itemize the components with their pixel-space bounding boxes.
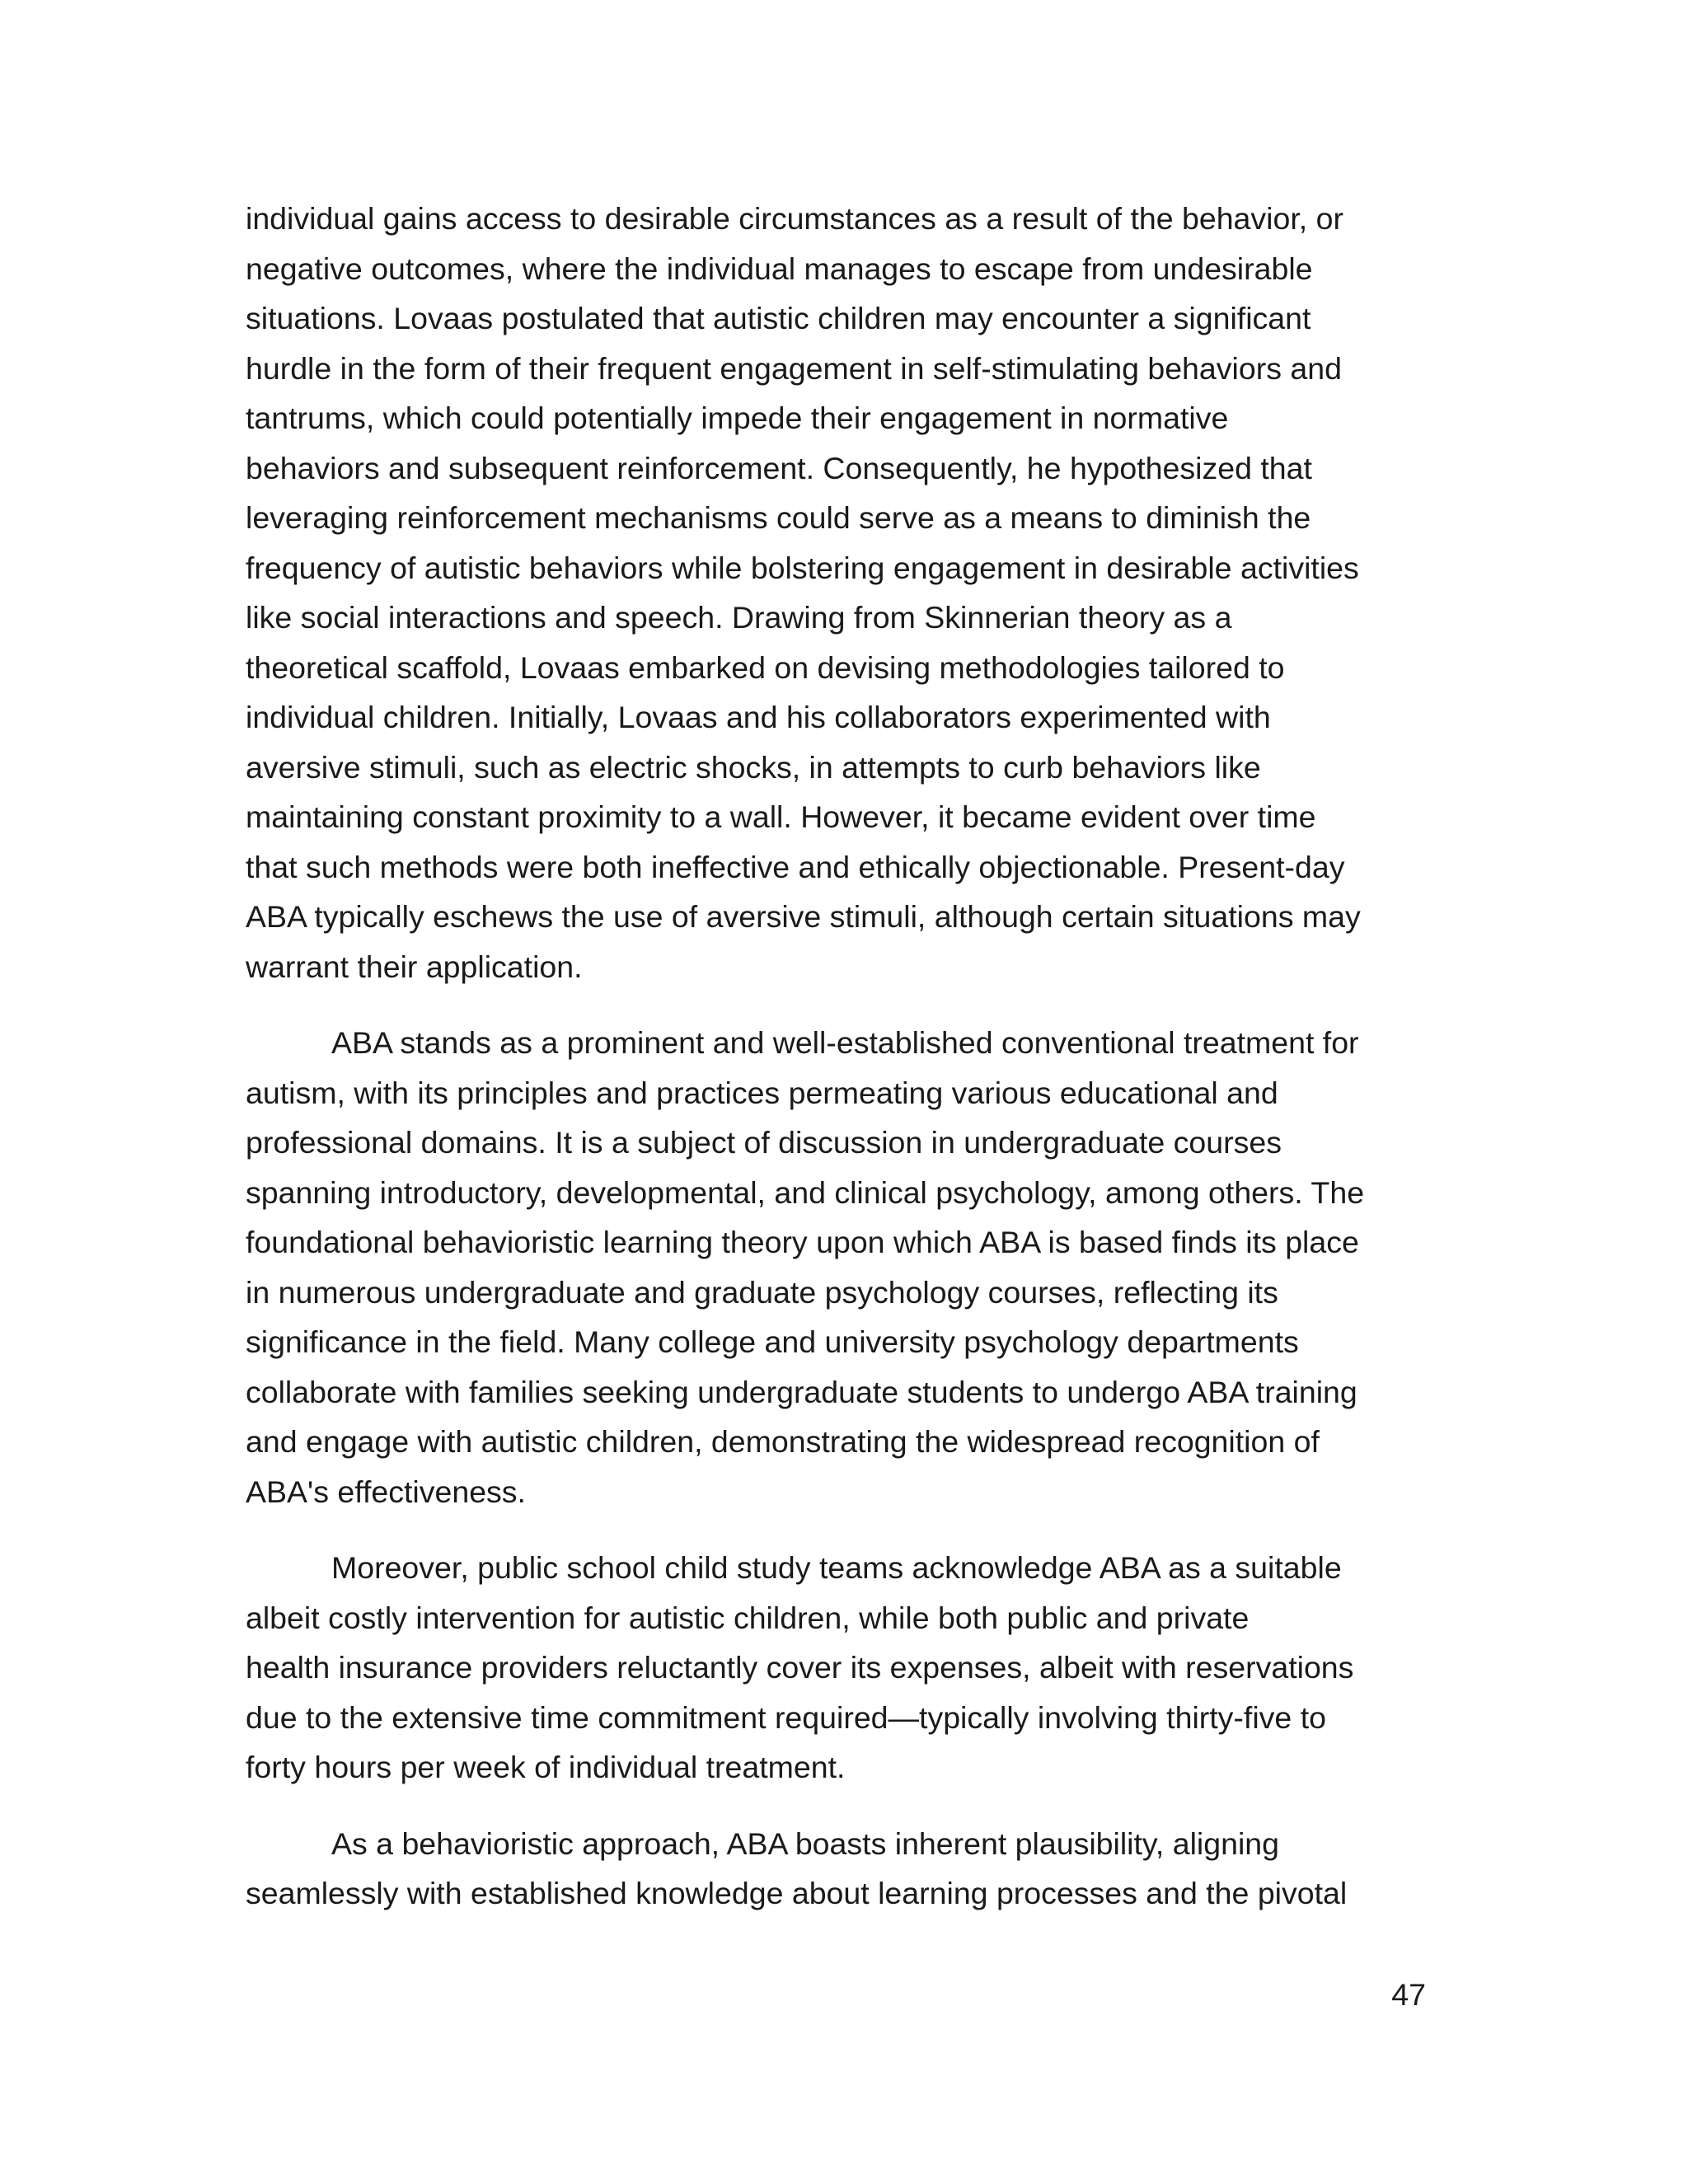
text-line: behaviors and subsequent reinforcement. Consequently, he hypothesized that — [246, 450, 1312, 485]
text-line: Moreover, public school child study teams acknowledge ABA as a suitable — [331, 1550, 1342, 1585]
text-line: autism, with its principles and practices permeating various educational and — [246, 1075, 1278, 1110]
text-line: foundational behavioristic learning theory upon which ABA is based finds its place — [246, 1225, 1359, 1259]
text-line: that such methods were both ineffective and ethically objectionable. Present-day — [246, 849, 1345, 884]
text-line: spanning introductory, developmental, and clinical psychology, among others. The — [246, 1174, 1365, 1210]
text-line: ABA stands as a prominent and well-established conventional treatment for — [331, 1025, 1359, 1060]
text-line: like social interactions and speech. Drawing from Skinnerian theory as a — [246, 600, 1232, 635]
paragraph-gap — [246, 1793, 1432, 1819]
text-line: negative outcomes, where the individual manages to escape from undesirable — [246, 251, 1313, 286]
text-line: situations. Lovaas postulated that autistic children may encounter a significant — [246, 301, 1311, 335]
text-line: aversive stimuli, such as electric shocks, in attempts to curb behaviors like — [246, 749, 1261, 785]
text-line: hurdle in the form of their frequent engagement in self-stimulating behaviors and — [246, 350, 1342, 386]
text-line: theoretical scaffold, Lovaas embarked on devising methodologies tailored to — [246, 649, 1285, 685]
text-line: warrant their application. — [246, 949, 583, 984]
text-line: due to the extensive time commitment required—typically involving thirty-five to — [246, 1699, 1326, 1735]
text-line: professional domains. It is a subject of discussion in undergraduate courses — [246, 1125, 1282, 1160]
text-line: maintaining constant proximity to a wall. However, it became evident over time — [246, 799, 1316, 834]
text-line: ABA's effectiveness. — [246, 1474, 526, 1509]
text-line: tantrums, which could potentially impede their engagement in normative — [246, 401, 1229, 435]
paragraph — [246, 1819, 1432, 1919]
text-line: ABA typically eschews the use of aversive stimuli, although certain situations may — [246, 899, 1361, 934]
paragraph — [246, 194, 1432, 991]
text-line: albeit costly intervention for autistic children, while both public and private — [246, 1600, 1250, 1635]
text-line: and engage with autistic children, demonstrating the widespread recognition of — [246, 1424, 1320, 1459]
text-line: frequency of autistic behaviors while bolstering engagement in desirable activities — [246, 550, 1359, 585]
text-line: forty hours per week of individual treatment. — [246, 1750, 846, 1784]
text-line: individual children. Initially, Lovaas and his collaborators experimented with — [246, 700, 1271, 734]
page-number: 47 — [1391, 1977, 1426, 2012]
text-line: individual gains access to desirable circumstances as a result of the behavior, or — [246, 201, 1343, 236]
text-line: As a behavioristic approach, ABA boasts inherent plausibility, aligning — [331, 1825, 1279, 1861]
body-text — [246, 194, 1432, 1919]
paragraph — [246, 1018, 1432, 1516]
paragraph-gap — [246, 1516, 1432, 1543]
text-line: seamlessly with established knowledge about learning processes and the pivotal — [246, 1876, 1348, 1910]
text-line: leveraging reinforcement mechanisms could serve as a means to diminish the — [246, 500, 1311, 535]
paragraph — [246, 1543, 1432, 1793]
text-line: health insurance providers reluctantly cover its expenses, albeit with reservations — [246, 1650, 1354, 1685]
text-line: collaborate with families seeking undergraduate students to undergo ABA training — [246, 1374, 1357, 1409]
text-line: significance in the field. Many college and university psychology departments — [246, 1324, 1299, 1359]
paragraph-gap — [246, 991, 1432, 1018]
text-line: in numerous undergraduate and graduate psychology courses, reflecting its — [246, 1274, 1278, 1310]
